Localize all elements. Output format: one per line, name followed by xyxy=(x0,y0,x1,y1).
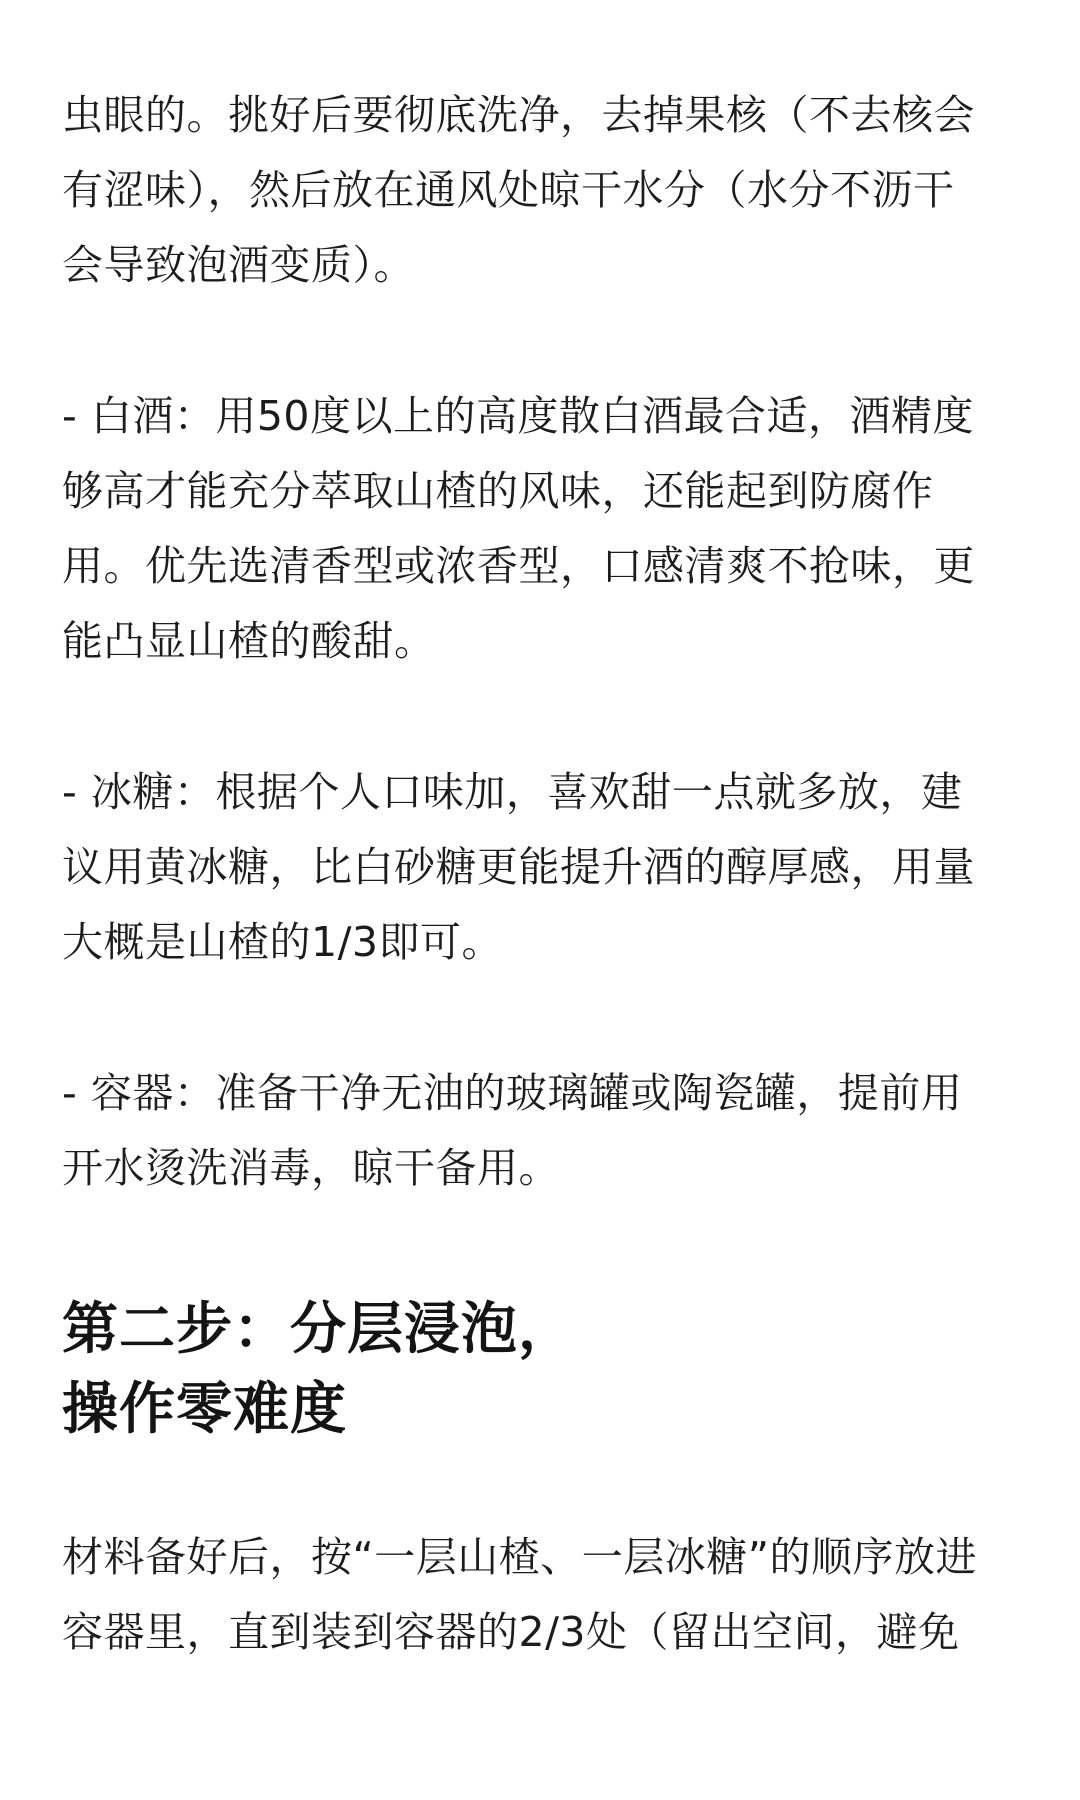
text-line: 用。优先选清香型或浓香型，口感清爽不抢味，更 xyxy=(62,542,975,590)
text-line: 虫眼的。挑好后要彻底洗净，去掉果核（不去核会 xyxy=(62,91,975,139)
text-line: 开水烫洗消毒，晾干备用。 xyxy=(62,1144,560,1192)
paragraph-container xyxy=(62,1056,1022,1206)
text-line: 大概是山楂的1/3即可。 xyxy=(62,918,503,966)
text-line: 会导致泡酒变质）。 xyxy=(62,241,415,289)
text-line: 议用黄冰糖，比白砂糖更能提升酒的醇厚感，用量 xyxy=(62,843,975,891)
text-line: 够高才能充分萃取山楂的风味，还能起到防腐作 xyxy=(62,467,934,515)
text-line: 有涩味），然后放在通风处晾干水分（水分不沥干 xyxy=(62,166,955,214)
text-line: 材料备好后，按“一层山楂、一层冰糖”的顺序放进 xyxy=(62,1533,977,1581)
text-line: - 冰糖：根据个人口味加，喜欢甜一点就多放，建 xyxy=(62,768,963,816)
text-line: - 白酒：用50度以上的高度散白酒最合适，酒精度 xyxy=(62,392,974,440)
text-line: 容器里，直到装到容器的2/3处（留出空间，避免 xyxy=(62,1608,960,1656)
text-line: - 容器：准备干净无油的玻璃罐或陶瓷罐，提前用 xyxy=(62,1069,963,1117)
heading-line: 操作零难度 xyxy=(62,1377,347,1442)
paragraph-step2-layering xyxy=(62,1520,1022,1670)
section-heading-step2 xyxy=(62,1290,1022,1450)
paragraph-rock-sugar xyxy=(62,755,1022,980)
text-line: 能凸显山楂的酸甜。 xyxy=(62,617,436,665)
paragraph-baijiu xyxy=(62,379,1022,679)
heading-line: 第二步：分层浸泡， xyxy=(62,1297,575,1362)
article-body xyxy=(62,78,1022,1670)
paragraph-hawthorn-prep xyxy=(62,78,1022,303)
